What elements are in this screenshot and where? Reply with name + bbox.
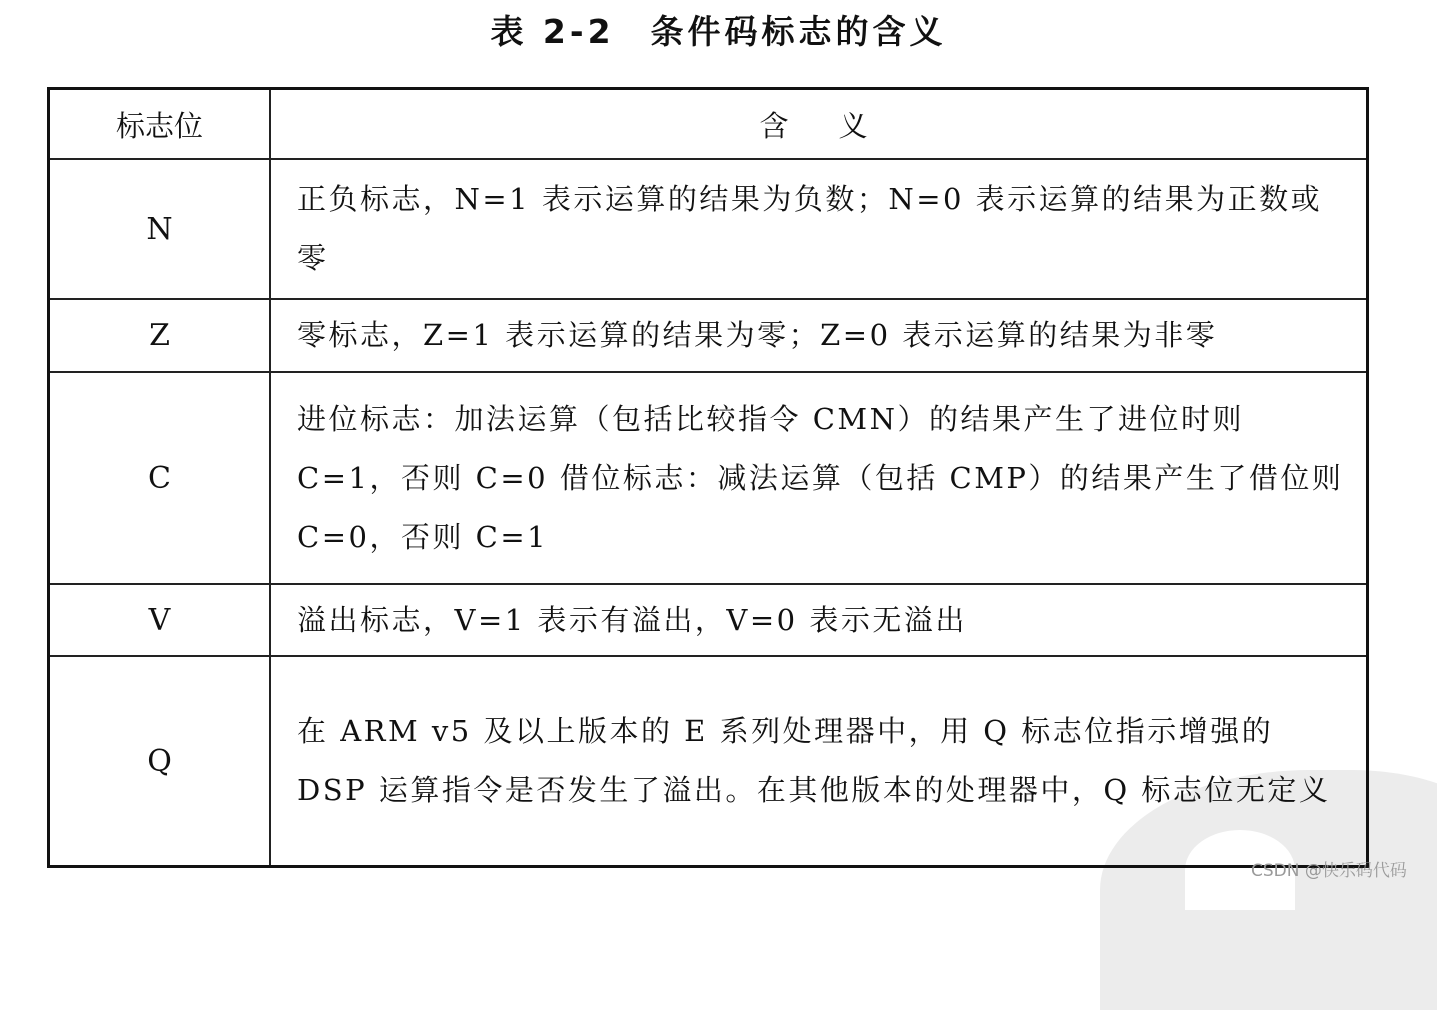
meaning-cell: 溢出标志，V=1 表示有溢出，V=0 表示无溢出 — [270, 584, 1368, 656]
meaning-cell: 零标志，Z=1 表示运算的结果为零；Z=0 表示运算的结果为非零 — [270, 299, 1368, 372]
flag-cell: Z — [49, 299, 271, 372]
table-row-z — [49, 299, 1368, 372]
table-title: 条件码标志的含义 — [650, 12, 947, 51]
table-row-n — [49, 159, 1368, 299]
table-row-q — [49, 656, 1368, 867]
header-flag: 标志位 — [49, 89, 271, 160]
flag-cell: N — [49, 159, 271, 299]
meaning-cell: 进位标志：加法运算（包括比较指令 CMN）的结果产生了进位时则C=1，否则 C=0 借位标志：减法运算（包括 CMP）的结果产生了借位则 C=0，否则 C=1 — [270, 372, 1368, 584]
condition-flags-table — [47, 87, 1369, 868]
meaning-cell: 正负标志，N=1 表示运算的结果为负数；N=0 表示运算的结果为正数或零 — [270, 159, 1368, 299]
flag-cell: C — [49, 372, 271, 584]
csdn-watermark: CSDN @快乐码代码 — [1251, 861, 1407, 881]
flag-cell: V — [49, 584, 271, 656]
table-row-c — [49, 372, 1368, 584]
table-caption — [0, 6, 1437, 53]
table-number: 表 2-2 — [490, 12, 615, 51]
meaning-cell: 在 ARM v5 及以上版本的 E 系列处理器中，用 Q 标志位指示增强的 DSP 运算指令是否发生了溢出。在其他版本的处理器中，Q 标志位无定义 — [270, 656, 1368, 867]
flag-cell: Q — [49, 656, 271, 867]
header-meaning: 含义 — [270, 89, 1368, 160]
table-row-v — [49, 584, 1368, 656]
table-header-row — [49, 89, 1368, 160]
